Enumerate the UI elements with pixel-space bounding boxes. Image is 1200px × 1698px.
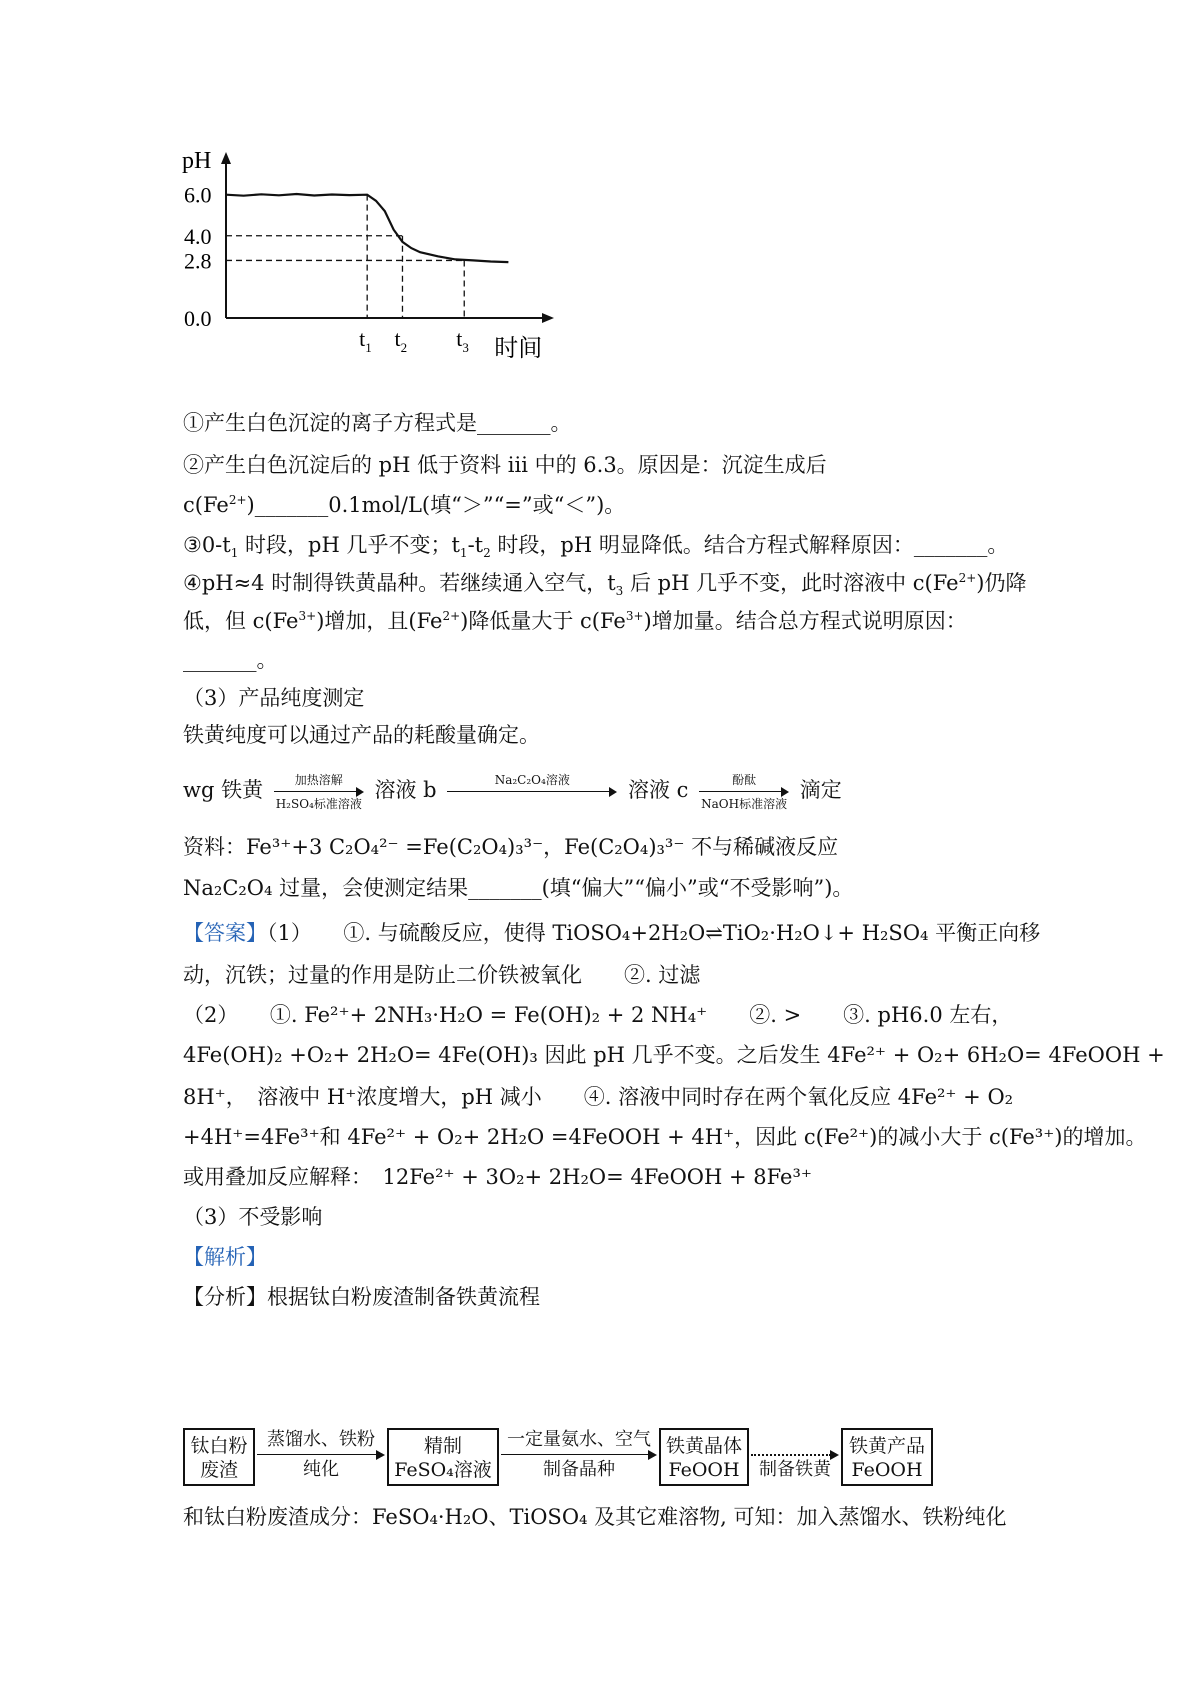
ph-time-chart [182, 148, 580, 395]
answer-2-cont4: 或用叠加反应解释： 12Fe²⁺ + 3O₂+ 2H₂O= 4FeOOH + 8Fe³⁺ [183, 1165, 812, 1189]
y-tick-label: 0.0 [184, 306, 212, 331]
process-flow-diagram [183, 1428, 1003, 1492]
question-2-cont: $c(Fe^{2+})\_\_\_\_\_\_\_0.1mol/L$(填“＞”“=”或“＜”)。 [183, 493, 626, 517]
answer-2-cont3: +4H⁺=4Fe³⁺和 4Fe²⁺ + O₂+ 2H₂O =4FeOOH + 4H⁺，因此 c(Fe²⁺)的减小大于 c(Fe³⁺)的增加。 [183, 1125, 1147, 1149]
question-2: ②产生白色沉淀后的 pH 低于资料 iii 中的 6.3。原因是：沉淀生成后 [183, 453, 827, 477]
answer-2-cont1: 4Fe(OH)₂ +O₂+ 2H₂O= 4Fe(OH)₃ 因此 pH 几乎不变。之后发生 4Fe²⁺ + O₂+ 6H₂O= 4FeOOH + [183, 1043, 1165, 1067]
question-1: ①产生白色沉淀的离子方程式是_______。 [183, 411, 572, 435]
titration-flow: wg 铁黄 加热溶解 H₂SO₄标准溶液 溶液 b Na₂C₂O₄溶液 溶液 c 酚酞 NaOH标准溶液 滴定 [183, 772, 842, 811]
x-tick-label: $t_1$ [359, 326, 372, 355]
question-4-blank: _______。 [183, 648, 278, 672]
answer-2: （2） ①. Fe²⁺+ 2NH₃·H₂O = Fe(OH)₂ + 2 NH₄⁺ ②. > ③. pH6.0 左右， [183, 1003, 1013, 1027]
answer-1-cont: 动，沉铁；过量的作用是防止二价铁被氧化 ②. 过滤 [183, 963, 701, 987]
x-tick-label: $t_3$ [456, 326, 469, 355]
flow-box-waste: 钛白粉 废渣 [183, 1428, 255, 1486]
reference-note: 资料：Fe³⁺+3 C₂O₄²⁻ =Fe(C₂O₄)₃³⁻，Fe(C₂O₄)₃³⁻ 不与稀碱液反应 [183, 835, 839, 859]
y-tick-label: 2.8 [184, 248, 212, 274]
flow-box-feso4: 精制 FeSO₄溶液 [387, 1428, 499, 1486]
x-tick-label: $t_2$ [394, 326, 408, 355]
analysis-intro: 【分析】根据钛白粉废渣制备铁黄流程 [183, 1285, 540, 1309]
analysis-tag: 【解析】 [183, 1245, 267, 1269]
flow-arrow-purify: 蒸馏水、铁粉 纯化 [257, 1428, 385, 1486]
section-3-title: （3）产品纯度测定 [183, 686, 365, 710]
flow-box-product: 铁黄产品 FeOOH [841, 1428, 933, 1486]
question-4-cont: 低，但 $c(Fe^{3+})$增加，且$(Fe^{2+})$降低量大于 $c(Fe^{3+})$增加量。结合总方程式说明原因： [183, 609, 967, 633]
flow-arrow-seed: 一定量氨水、空气 制备晶种 [501, 1428, 657, 1486]
section-3-intro: 铁黄纯度可以通过产品的耗酸量确定。 [183, 723, 540, 747]
answer-1: 【答案】（1） ①. 与硫酸反应，使得 TiOSO₄+2H₂O⇌TiO₂·H₂O↓+ H₂SO₄ 平衡正向移 [183, 921, 1041, 945]
x-axis-arrow [542, 313, 554, 323]
flow-arrow-prepare: 制备铁黄 [751, 1428, 839, 1486]
answer-tag: 【答案】 [183, 921, 267, 945]
analysis-text: 和钛白粉废渣成分：FeSO₄·H₂O、TiOSO₄ 及其它难溶物, 可知：加入蒸馏水、铁粉纯化 [183, 1505, 1007, 1529]
flow-box-crystal: 铁黄晶体 FeOOH [659, 1428, 749, 1486]
y-axis-label: pH [182, 148, 212, 174]
question-3: $③0-t_1$ 时段，pH 几乎不变；$t_1-t_2$ 时段，pH 明显降低。结合方程式解释原因：_______。 [183, 533, 1009, 561]
answer-2-cont2: 8H⁺， 溶液中 H⁺浓度增大，pH 减小 ④. 溶液中同时存在两个氧化反应 4Fe²⁺ + O₂ [183, 1085, 1014, 1109]
question-5: Na₂C₂O₄ 过量，会使测定结果_______(填“偏大”“偏小”或“不受影响”)。 [183, 876, 854, 900]
y-tick-label: 4.0 [184, 223, 212, 249]
x-axis-label: 时间 [494, 336, 543, 362]
y-axis-arrow [221, 152, 231, 164]
answer-3: （3）不受影响 [183, 1205, 323, 1229]
question-4: ④pH≈4 时制得铁黄晶种。若继续通入空气，$t_3$ 后 pH 几乎不变，此时溶液中 $c(Fe^{2+})$仍降 [183, 571, 1027, 599]
y-tick-label: 6.0 [184, 182, 212, 208]
